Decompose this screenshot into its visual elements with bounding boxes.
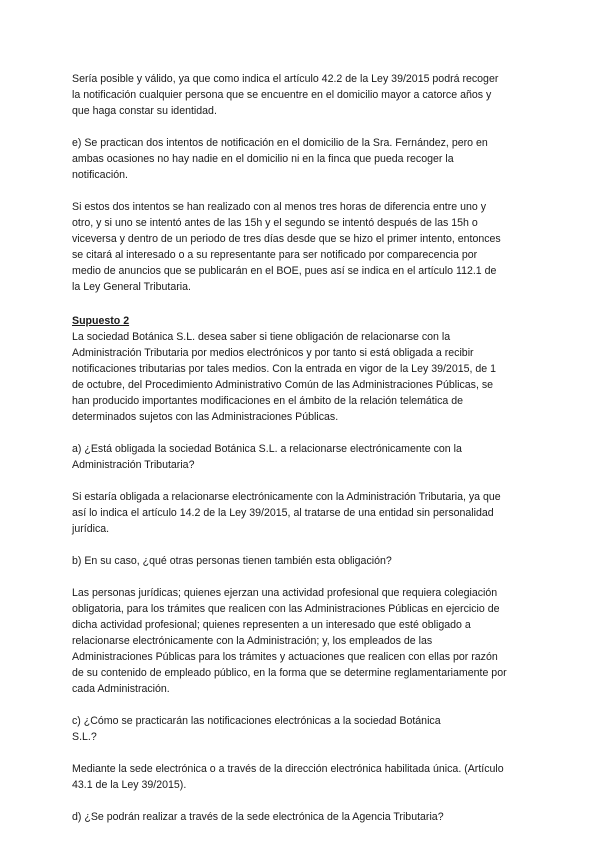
- section-heading: Supuesto 2: [72, 315, 130, 327]
- text-line: Las personas jurídicas; quienes ejerzan una actividad profesional que requiera colegiación: [72, 587, 498, 599]
- text-line: así lo indica el artículo 14.2 de la Ley 39/2015, al tratarse de una entidad sin personalidad: [72, 507, 494, 519]
- paragraph-gap: [72, 569, 532, 585]
- paragraph-question-b: [72, 553, 532, 569]
- text-line: medio de anuncios que se publicarán en el BOE, pues así se indica en el artículo 112.1 de: [72, 265, 497, 277]
- text-line: que haga constar su identidad.: [72, 105, 217, 117]
- text-line: 43.1 de la Ley 39/2015).: [72, 779, 187, 791]
- paragraph-answer-b: [72, 585, 532, 697]
- text-line: e) Se practican dos intentos de notificación en el domicilio de la Sra. Fernández, pero en: [72, 137, 488, 149]
- paragraph-answer-c: [72, 761, 532, 793]
- text-line: se citará al interesado o a su representante para ser notificado por comparecencia por: [72, 249, 478, 261]
- paragraph-answer-a: [72, 489, 532, 537]
- paragraph-gap: [72, 745, 532, 761]
- text-line: otro, y si uno se intentó antes de las 15h y el segundo se intentó después de las 15h o: [72, 217, 478, 229]
- text-line: d) ¿Se podrán realizar a través de la sede electrónica de la Agencia Tributaria?: [72, 811, 444, 823]
- text-line: jurídica.: [72, 523, 110, 535]
- paragraph-question-c: [72, 713, 532, 745]
- paragraph-gap: [72, 183, 532, 199]
- text-line: Sería posible y válido, ya que como indica el artículo 42.2 de la Ley 39/2015 podrá recoger: [72, 73, 499, 85]
- text-line: de su contenido de empleado público, en la forma que se determine reglamentariamente por: [72, 667, 507, 679]
- text-line: viceversa y dentro de un periodo de tres días desde que se hizo el primer intento, entonces: [72, 233, 501, 245]
- document-body: [72, 71, 532, 825]
- text-line: relacionarse electrónicamente con la Administración; y, los empleados de las: [72, 635, 433, 647]
- text-line: a) ¿Está obligada la sociedad Botánica S.L. a relacionarse electrónicamente con la: [72, 443, 462, 455]
- paragraph-gap: [72, 793, 532, 809]
- paragraph-gap: [72, 697, 532, 713]
- paragraph-gap: [72, 425, 532, 441]
- text-line: b) En su caso, ¿qué otras personas tienen también esta obligación?: [72, 555, 392, 567]
- text-line: Administración Tributaria por medios electrónicos y por tanto si está obligada a recibir: [72, 347, 474, 359]
- text-line: cada Administración.: [72, 683, 170, 695]
- text-line: Administraciones Públicas para los trámites y actuaciones que realicen con ellas por razón: [72, 651, 498, 663]
- text-line: S.L.?: [72, 731, 97, 743]
- text-line: c) ¿Cómo se practicarán las notificaciones electrónicas a la sociedad Botánica: [72, 715, 441, 727]
- text-line: determinados sujetos con las Administraciones Públicas.: [72, 411, 339, 423]
- text-line: La sociedad Botánica S.L. desea saber si tiene obligación de relacionarse con la: [72, 331, 451, 343]
- text-line: la Ley General Tributaria.: [72, 281, 191, 293]
- text-line: Mediante la sede electrónica o a través de la dirección electrónica habilitada única. (Artículo: [72, 763, 504, 775]
- text-line: han producido importantes modificaciones en el ámbito de la relación telemática de: [72, 395, 464, 407]
- text-line: obligatoria, para los trámites que realicen con las Administraciones Públicas en ejercicio de: [72, 603, 500, 615]
- text-line: de octubre, del Procedimiento Administrativo Común de las Administraciones Públicas, se: [72, 379, 494, 391]
- paragraph-question-e: [72, 135, 532, 183]
- text-line: Si estos dos intentos se han realizado con al menos tres horas de diferencia entre uno y: [72, 201, 486, 213]
- text-line: la notificación cualquier persona que se encuentre en el domicilio mayor a catorce años y: [72, 89, 492, 101]
- text-line: notificaciones tributarias por tales medios. Con la entrada en vigor de la Ley 39/2015, de 1: [72, 363, 497, 375]
- paragraph-gap: [72, 537, 532, 553]
- text-line: Si estaría obligada a relacionarse electrónicamente con la Administración Tributaria, ya que: [72, 491, 501, 503]
- paragraph-gap: [72, 295, 532, 313]
- paragraph-gap: [72, 119, 532, 135]
- paragraph-case-statement: [72, 329, 532, 425]
- text-line: dicha actividad profesional; quienes representen a un interesado que esté obligado a: [72, 619, 471, 631]
- text-line: notificación.: [72, 169, 128, 181]
- paragraph-answer-d: [72, 71, 532, 119]
- paragraph-answer-e: [72, 199, 532, 295]
- text-line: ambas ocasiones no hay nadie en el domicilio ni en la finca que pueda recoger la: [72, 153, 454, 165]
- paragraph-question-d: [72, 809, 532, 825]
- paragraph-gap: [72, 473, 532, 489]
- text-line: Administración Tributaria?: [72, 459, 195, 471]
- paragraph-question-a: [72, 441, 532, 473]
